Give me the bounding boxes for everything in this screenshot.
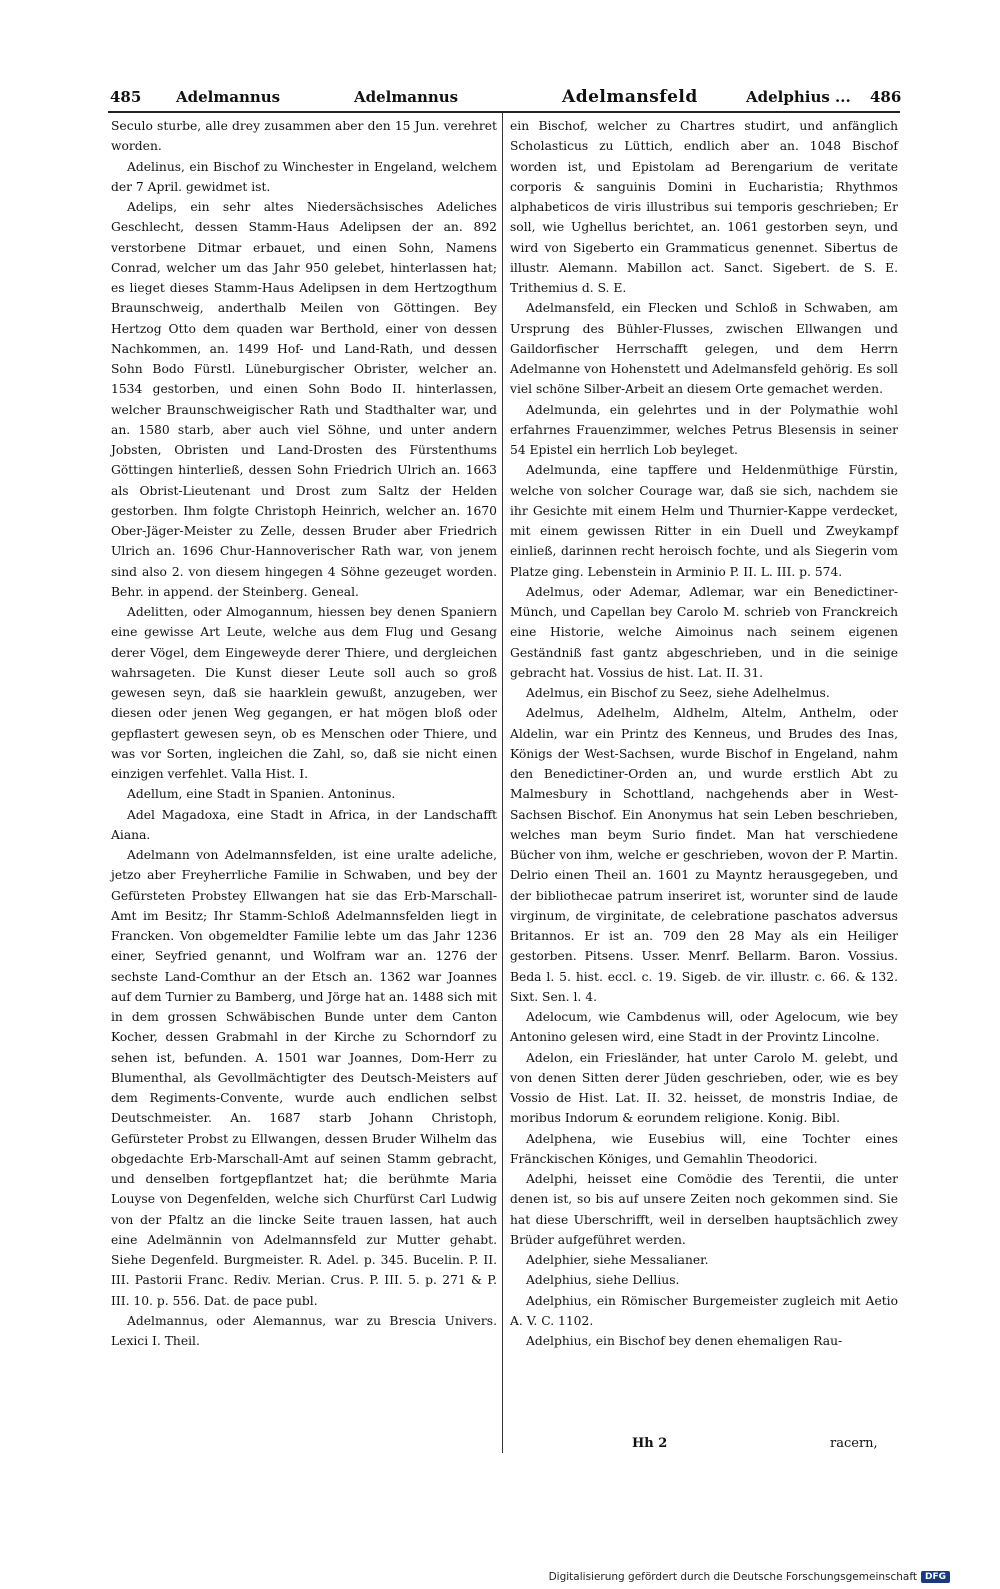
left-column bbox=[111, 116, 497, 1351]
entry-paragraph: Adellum, eine Stadt in Spanien. Antoninus. bbox=[127, 787, 396, 802]
entry-paragraph: Seculo sturbe, alle drey zusammen aber den 15 Jun. verehret worden. bbox=[111, 119, 497, 154]
entry-paragraph: Adelmunda, ein gelehrtes und in der Polymathie wohl erfahrnes Frauenzimmer, welches Petrus Blesensis in seiner 54 Epistel ein herrlich Lob beyleget. bbox=[510, 402, 898, 457]
funding-credit bbox=[549, 1571, 950, 1583]
entry-paragraph: ein Bischof, welcher zu Chartres studirt, und anfänglich Scholasticus zu Lüttich, endlich aber an. 1048 Bischof worden ist, und Epistolam ad Berengarium de veritate corporis & sanguinis Domini in Eucharistia; Rhythmos alphabeticos de viris illustribus sui temporis geschrieben; Er soll, wie Ughellus berichtet, an. 1061 gestorben seyn, und wird von Sigeberto ein Grammaticus genennet. Sibertus de illustr. Alemann. Mabillon act. Sanct. Sigebert. de S. E. Trithemius d. S. E. bbox=[510, 119, 898, 295]
entry-paragraph: Adelon, ein Friesländer, hat unter Carolo M. gelebt, und von denen Sitten derer Jüden geschrieben, oder, wie es bey Vossio de Hist. Lat. II. 32. heisset, de monstris Indiae, de moribus Indorum & eorundem religione. Konig. Bibl. bbox=[510, 1050, 898, 1126]
right-column bbox=[510, 116, 898, 1351]
entry-paragraph: Adelips, ein sehr altes Niedersächsisches Adeliches Geschlecht, dessen Stamm-Haus Adelipsen der an. 892 verstorbene Ditmar erbauet, und einen Sohn, Namens Conrad, welcher um das Jahr 950 gelebet, hinterlassen hat; es lieget dieses Stamm-Haus Adelipsen in dem Hertzogthum Braunschweig, anderthalb Meilen von Göttingen. Bey Hertzog Otto dem quaden war Berthold, einer von dessen Nachkommen, an. 1499 Hof- und Land-Rath, und dessen Sohn Bodo Fürstl. Lüneburgischer Obrister, welcher an. 1534 gestorben, und einen Sohn Bodo II. hinterlassen, welcher Braunschweigischer Rath und Stadthalter war, und an. 1580 starb, aber auch viel Söhne, und unter andern Jobsten, Obristen und Land-Drosten des Fürstenthums Göttingen hinterließ, dessen Sohn Friedrich Ulrich an. 1663 als Obrist-Lieutenant und Drost zum Saltz der Helden gestorben. Ihm folgte Christoph Heinrich, welcher an. 1670 Ober-Jäger-Meister zu Zelle, dessen Bruder aber Friedrich Ulrich an. 1696 Chur-Hannoverischer Rath war, von jenem sind also 2. von diesem hingegen 4 Söhne gezeuget worden. Behr. in append. der Steinberg. Geneal. bbox=[111, 200, 497, 599]
credit-text: Digitalisierung gefördert durch die Deutsche Forschungsgemeinschaft bbox=[548, 1571, 917, 1583]
signature-mark: Hh 2 bbox=[632, 1436, 668, 1451]
entry-paragraph: Adelphena, wie Eusebius will, eine Tochter eines Fränckischen Königes, und Gemahlin Theodorici. bbox=[510, 1131, 898, 1166]
header-rule bbox=[108, 111, 900, 113]
entry-paragraph: Adelphi, heisset eine Comödie des Terentii, die unter denen ist, so bis auf unsere Zeiten noch gekommen sind. Sie hat diese Uberschrifft, weil in derselben hauptsächlich zwey Brüder aufgeführet werden. bbox=[510, 1172, 898, 1247]
entry-paragraph: Adel Magadoxa, eine Stadt in Africa, in der Landschafft Aiana. bbox=[111, 807, 497, 842]
entry-paragraph: Adelinus, ein Bischof zu Winchester in Engeland, welchem der 7 April. gewidmet ist. bbox=[111, 159, 497, 194]
entry-paragraph: Adelmannus, oder Alemannus, war zu Brescia Univers. Lexici I. Theil. bbox=[111, 1313, 497, 1348]
left-page-number: 485 bbox=[110, 88, 142, 106]
right-page-number: 486 bbox=[870, 88, 902, 106]
entry-paragraph: Adelmus, oder Ademar, Adlemar, war ein Benedictiner-Münch, und Capellan bey Carolo M. schrieb von Franckreich eine Historie, welche Aimoinus nach seinem eigenen Geständniß fast gantz abgeschrieben, und in die seinige gebracht hat. Vossius de hist. Lat. II. 31. bbox=[510, 584, 898, 680]
entry-paragraph: Adelitten, oder Almogannum, hiessen bey denen Spaniern eine gewisse Art Leute, welche aus dem Flug und Gesang derer Vögel, dem Eingeweyde derer Thiere, und dergleichen wahrsageten. Die Kunst dieser Leute soll auch so groß gewesen seyn, daß sie haarklein gewußt, anzugeben, wer diesen oder jenen Weg gegangen, er hat mögen bloß oder gepflastert gewesen seyn, ob es Menschen oder Thiere, und was vor Sorten, ingleichen die Zahl, so, daß sie nicht einen einzigen verfehlet. Valla Hist. I. bbox=[111, 605, 497, 781]
entry-paragraph: Adelmunda, eine tapffere und Heldenmüthige Fürstin, welche von solcher Courage war, daß sie sich, nachdem sie ihr Gesichte mit einem Helm und Thurnier-Kappe verdecket, mit einem gewissen Ritter in ein Duell und Zweykampf einließ, darinnen recht heroisch fochte, und als Siegerin vom Platze ging. Lebenstein in Arminio P. II. L. III. p. 574. bbox=[510, 463, 898, 579]
column-divider bbox=[502, 113, 503, 1453]
entry-paragraph: Adelphius, ein Bischof bey denen ehemaligen Rau- bbox=[526, 1334, 843, 1348]
running-header bbox=[110, 84, 900, 110]
left-catchword-first: Adelmannus bbox=[176, 88, 281, 106]
entry-paragraph: Adelocum, wie Cambdenus will, oder Agelocum, wie bey Antonino gelesen wird, eine Stadt in der Provintz Lincolne. bbox=[510, 1010, 898, 1045]
right-catchword-first: Adelmansfeld bbox=[562, 87, 698, 107]
dfg-logo-icon: DFG bbox=[921, 1571, 950, 1583]
entry-paragraph: Adelmus, Adelhelm, Aldhelm, Altelm, Anthelm, oder Aldelin, war ein Printz des Kenneus, und Brudes des Inas, Königs der West-Sachsen, wurde Bischof in Engeland, nahm den Benedictiner-Orden an, und wurde erstlich Abt zu Malmesbury in Schottland, nachgehends aber in West-Sachsen Bischof. Ein Anonymus hat sein Leben beschrieben, welches man beym Surio findet. Man hat verschiedene Bücher von ihm, welche er geschrieben, wovon der P. Martin. Delrio einen Theil an. 1601 zu Mayntz herausgegeben, und der bibliothecae patrum inseriret ist, worunter sind de laude virginum, de virginitate, de celebratione paschatos adversus Britannos. Er ist an. 709 den 28 May als ein Heiliger gestorben. Pitsens. Usser. Menrf. Bellarm. Baron. Vossius. Beda l. 5. hist. eccl. c. 19. Sigeb. de vir. illustr. c. 66. & 132. Sixt. Sen. l. 4. bbox=[510, 706, 898, 1004]
left-catchword-last: Adelmannus bbox=[354, 88, 459, 106]
entry-paragraph: Adelphius, ein Römischer Burgemeister zugleich mit Aetio A. V. C. 1102. bbox=[510, 1293, 898, 1328]
page-catchword: racern, bbox=[830, 1436, 878, 1451]
entry-paragraph: Adelmus, ein Bischof zu Seez, siehe Adelhelmus. bbox=[526, 686, 830, 700]
entry-paragraph: Adelphius, siehe Dellius. bbox=[526, 1273, 680, 1288]
right-catchword-last: Adelphius ... bbox=[746, 88, 851, 106]
entry-paragraph: Adelphier, siehe Messalianer. bbox=[526, 1253, 709, 1267]
entry-paragraph: Adelmansfeld, ein Flecken und Schloß in Schwaben, am Ursprung des Bühler-Flusses, zwischen Ellwangen und Gaildorfischer Herrschafft gelegen, und dem Herrn Adelmanne von Hohenstett und Adelmansfeld gehörig. Es soll viel schöne Silber-Arbeit an diesem Orte gemachet werden. bbox=[510, 301, 898, 397]
entry-paragraph: Adelmann von Adelmannsfelden, ist eine uralte adeliche, jetzo aber Freyherrliche Familie in Schwaben, und bey der Gefürsteten Probstey Ellwangen hat sie das Erb-Marschall-Amt im Besitz; Ihr Stamm-Schloß Adelmannsfelden liegt in Francken. Von obgemeldter Familie lebte um das Jahr 1236 einer, Seyfried genannt, und Wolfram war an. 1276 der sechste Land-Comthur an der Etsch an. 1362 war Joannes auf dem Turnier zu Bamberg, und Jörge hat an. 1488 sich mit in dem grossen Schwäbischen Bunde unter dem Canton Kocher, dessen Grabmahl in der Kirche zu Schorndorf zu sehen ist, befunden. A. 1501 war Joannes, Dom-Herr zu Blumenthal, als Gevollmächtigter des Deutsch-Meisters auf dem Regiments-Convente, wurde auch endlichen selbst Deutschmeister. An. 1687 starb Johann Christoph, Gefürsteter Probst zu Ellwangen, dessen Bruder Wilhelm das obgedachte Erb-Marschall-Amt auf seinen Stamm gebracht, und denselben fortgepflantzet hat; die berühmte Maria Louyse von Degenfelden, welche sich Churfürst Carl Ludwig von der Pfaltz an die lincke Seite trauen lassen, hat auch eine Adelmännin von Adelmannsfeld zur Mutter gehabt. Siehe Degenfeld. Burgmeister. R. Adel. p. 345. Bucelin. P. II. III. Pastorii Franc. Rediv. Merian. Crus. P. III. 5. p. 271 & P. III. 10. p. 556. Dat. de pace publ. bbox=[111, 848, 497, 1308]
